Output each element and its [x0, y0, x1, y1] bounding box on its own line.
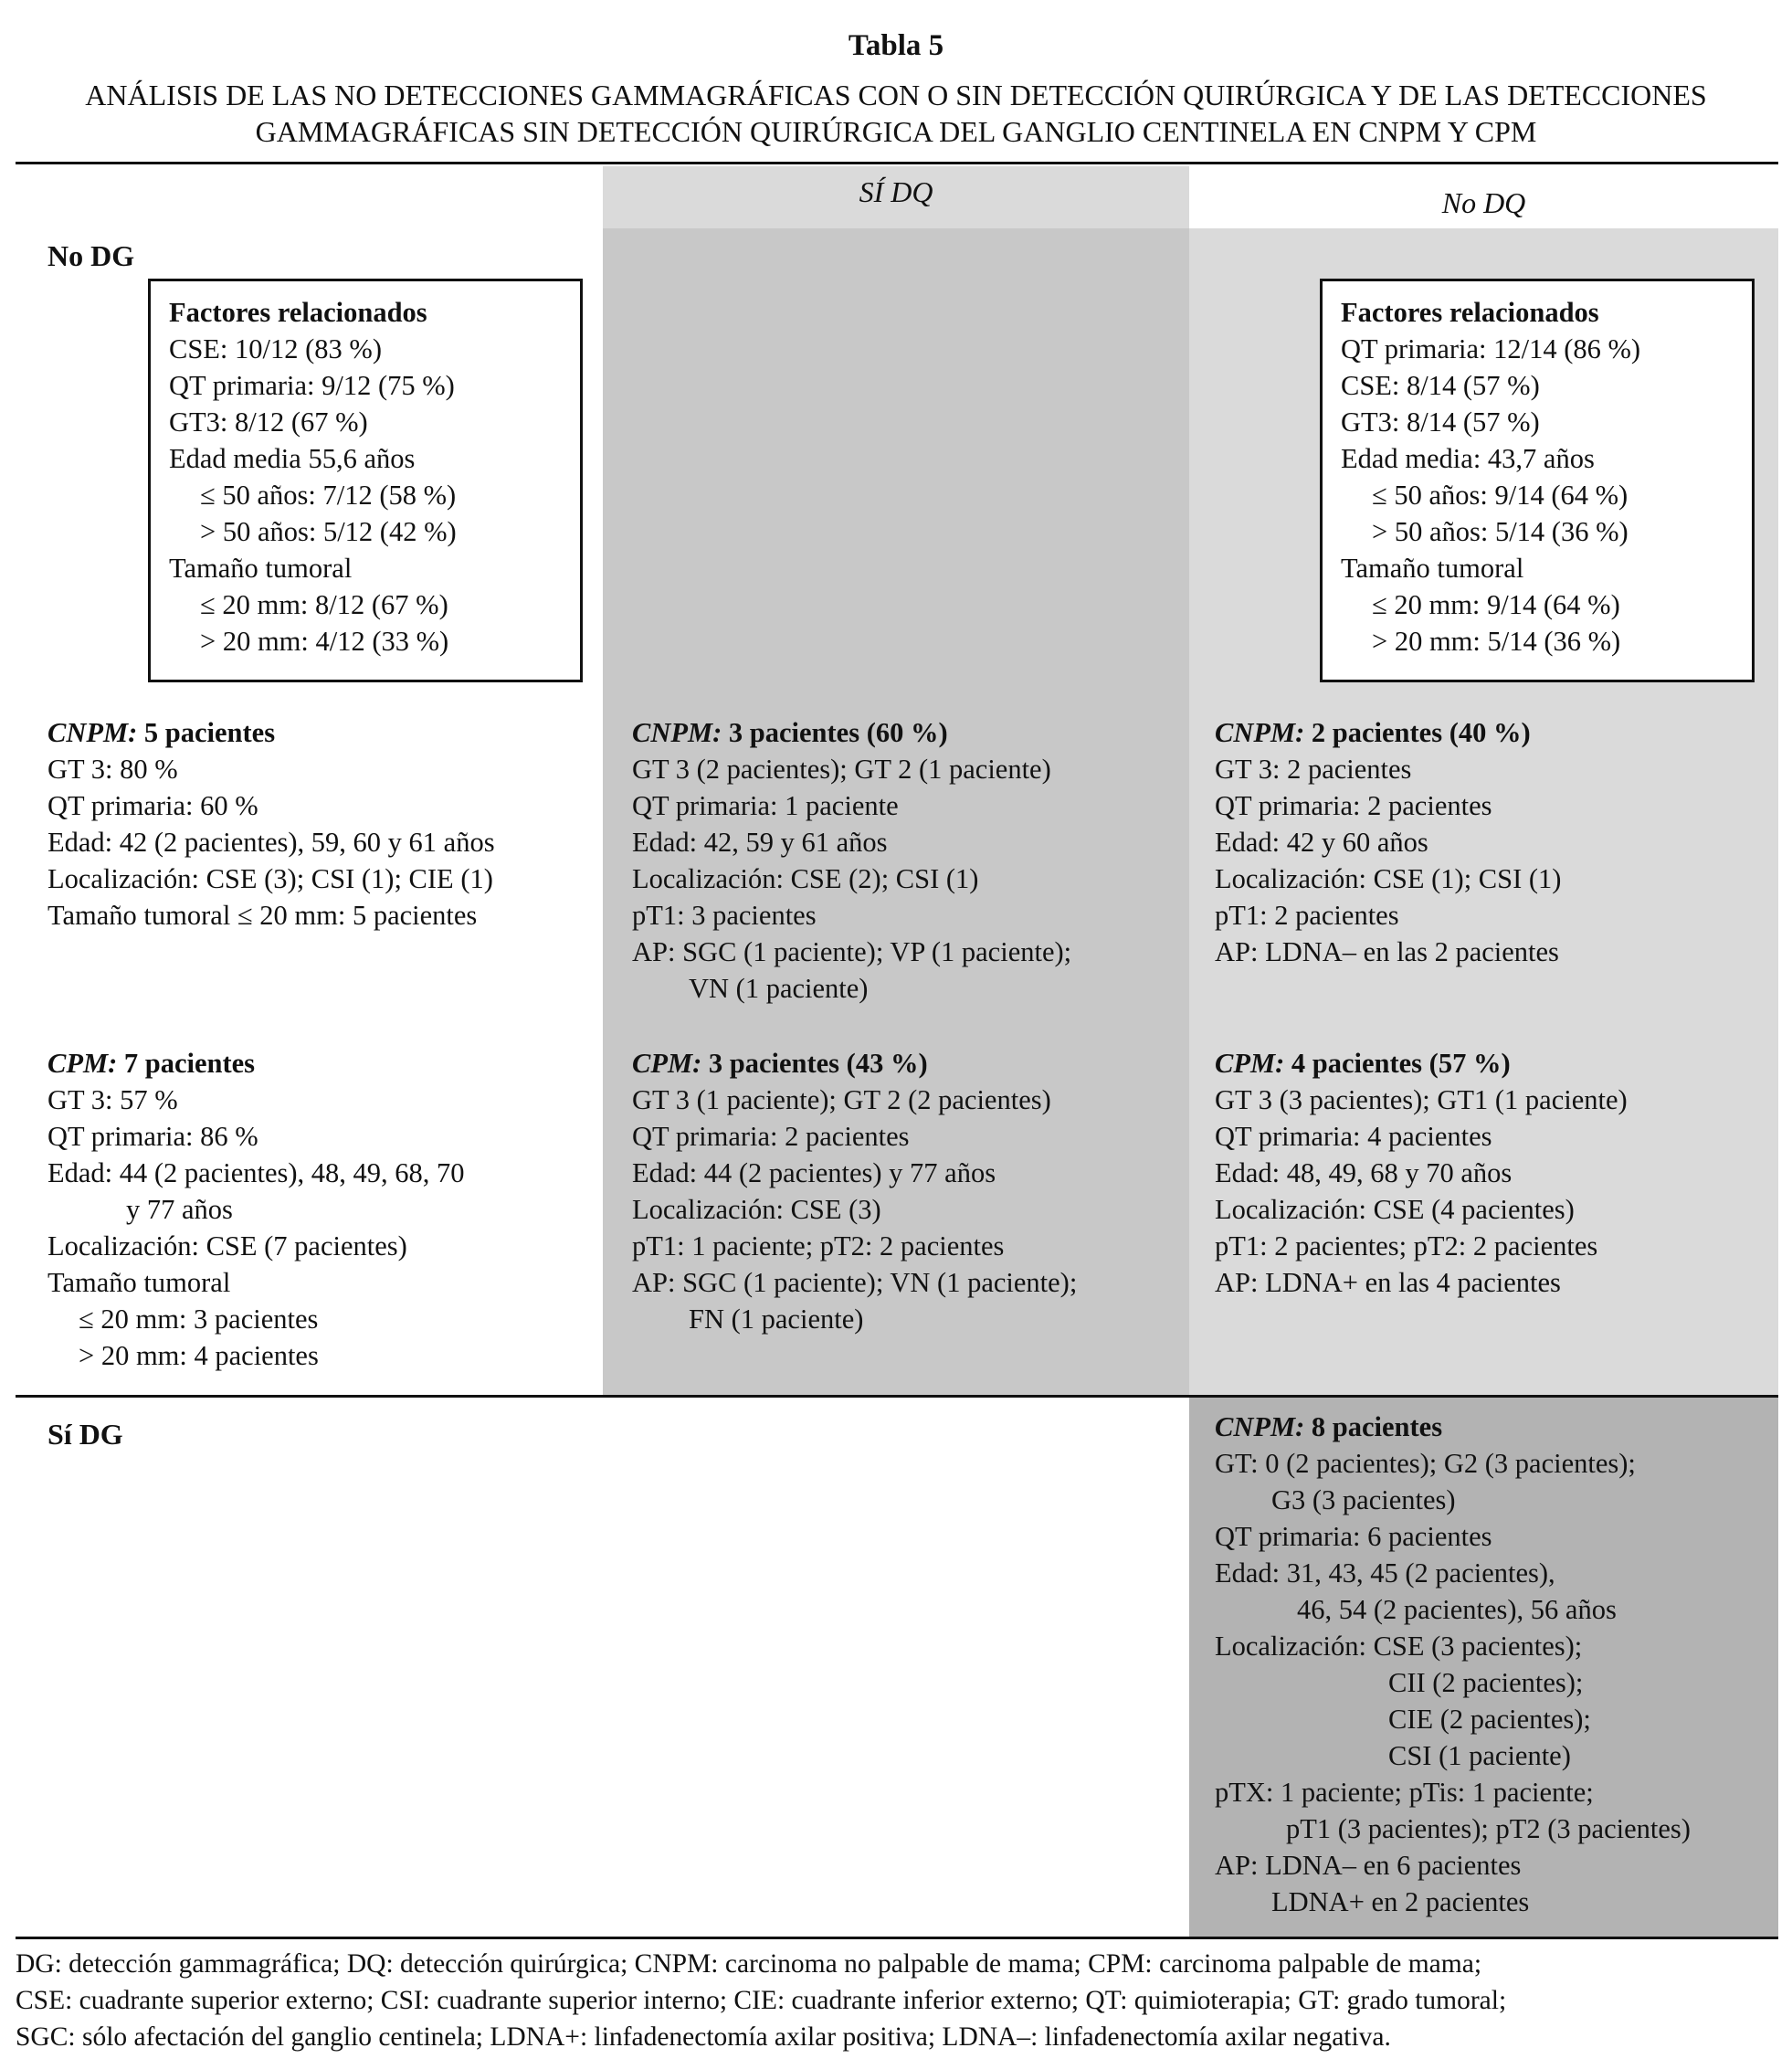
- footnote-line-1: DG: detección gammagráfica; DQ: detección quirúrgica; CNPM: carcinoma no palpable de mama; CPM: carcinoma palpable de mama;: [16, 1949, 1482, 1979]
- detail-line: GT 3: 2 pacientes: [1215, 754, 1412, 785]
- table-number: Tabla 5: [848, 29, 944, 62]
- detail-line: Edad: 44 (2 pacientes), 48, 49, 68, 70: [47, 1157, 465, 1188]
- detail-line: G3 (3 pacientes): [1271, 1484, 1456, 1515]
- cpm-count: 7 pacientes: [117, 1048, 256, 1079]
- detail-line: AP: LDNA– en las 2 pacientes: [1215, 936, 1559, 967]
- detail-line: 46, 54 (2 pacientes), 56 años: [1297, 1594, 1617, 1625]
- cpm-label: CPM:: [632, 1048, 702, 1079]
- factors-box-left: [148, 279, 583, 682]
- table-footnote: [16, 1946, 1778, 2055]
- factor-line: Edad media 55,6 años: [169, 443, 416, 474]
- footnote-line-2: CSE: cuadrante superior externo; CSI: cuadrante superior interno; CIE: cuadrante inferior externo; QT: quimioterapia; GT: grado tumoral;: [16, 1986, 1507, 2015]
- detail-line: pTX: 1 paciente; pTis: 1 paciente;: [1215, 1777, 1594, 1808]
- table-title-line-2: GAMMAGRÁFICAS SIN DETECCIÓN QUIRÚRGICA DEL GANGLIO CENTINELA EN CNPM Y CPM: [255, 115, 1537, 148]
- detail-line: QT primaria: 2 pacientes: [632, 1121, 910, 1152]
- cnpm-label: CNPM:: [47, 717, 138, 748]
- cpm-label: CPM:: [1215, 1048, 1285, 1079]
- detail-line: > 20 mm: 4 pacientes: [79, 1340, 319, 1371]
- factor-line: > 50 años: 5/12 (42 %): [200, 516, 457, 547]
- detail-line: Localización: CSE (3 pacientes);: [1215, 1631, 1583, 1662]
- detail-line: pT1: 1 paciente; pT2: 2 pacientes: [632, 1230, 1005, 1261]
- cpm-label: CPM:: [47, 1048, 118, 1079]
- detail-line: CSI (1 paciente): [1388, 1740, 1571, 1771]
- detail-line: ≤ 20 mm: 3 pacientes: [79, 1304, 319, 1335]
- factor-line: CSE: 10/12 (83 %): [169, 333, 382, 364]
- factor-line: CSE: 8/14 (57 %): [1341, 370, 1540, 401]
- detail-line: FN (1 paciente): [689, 1304, 864, 1335]
- cpm-si-dq-block: [632, 1045, 1077, 1337]
- detail-line: AP: SGC (1 paciente); VN (1 paciente);: [632, 1267, 1078, 1298]
- detail-line: AP: LDNA– en 6 pacientes: [1215, 1850, 1522, 1881]
- factor-line: ≤ 20 mm: 8/12 (67 %): [200, 589, 448, 620]
- factor-line: Tamaño tumoral: [1341, 553, 1524, 584]
- table-title: [0, 77, 1792, 150]
- detail-line: Edad: 42, 59 y 61 años: [632, 827, 888, 858]
- detail-line: Localización: CSE (3): [632, 1194, 881, 1225]
- detail-line: Localización: CSE (7 pacientes): [47, 1230, 407, 1261]
- detail-line: pT1: 2 pacientes; pT2: 2 pacientes: [1215, 1230, 1598, 1261]
- cnpm-label: CNPM:: [1215, 1411, 1305, 1442]
- detail-line: Edad: 42 y 60 años: [1215, 827, 1428, 858]
- detail-line: QT primaria: 1 paciente: [632, 790, 899, 821]
- cnpm-count: 5 pacientes: [137, 717, 276, 748]
- detail-line: QT primaria: 60 %: [47, 790, 258, 821]
- cnpm-si-dq-block: [632, 714, 1071, 1007]
- footnote-line-3: SGC: sólo afectación del ganglio centinela; LDNA+: linfadenectomía axilar positiva; LDNA–: linfadenectomía axilar negativa.: [16, 2022, 1391, 2052]
- factor-line: > 20 mm: 5/14 (36 %): [1372, 626, 1621, 657]
- detail-line: QT primaria: 86 %: [47, 1121, 258, 1152]
- factor-line: GT3: 8/12 (67 %): [169, 406, 368, 438]
- detail-line: Localización: CSE (2); CSI (1): [632, 863, 979, 894]
- detail-line: Tamaño tumoral ≤ 20 mm: 5 pacientes: [47, 900, 478, 931]
- detail-line: pT1: 2 pacientes: [1215, 900, 1399, 931]
- detail-line: AP: SGC (1 paciente); VP (1 paciente);: [632, 936, 1072, 967]
- factor-line: Tamaño tumoral: [169, 553, 353, 584]
- factor-line: ≤ 50 años: 9/14 (64 %): [1372, 480, 1629, 511]
- factor-line: GT3: 8/14 (57 %): [1341, 406, 1540, 438]
- detail-line: QT primaria: 6 pacientes: [1215, 1521, 1492, 1552]
- factor-line: > 20 mm: 4/12 (33 %): [200, 626, 449, 657]
- detail-line: Localización: CSE (4 pacientes): [1215, 1194, 1575, 1225]
- factors-title: Factores relacionados: [169, 297, 427, 328]
- col-header-si-dq: SÍ DQ: [859, 175, 933, 208]
- detail-line: Tamaño tumoral: [47, 1267, 231, 1298]
- cnpm-label: CNPM:: [1215, 717, 1305, 748]
- row-header-si-dg: Sí DG: [47, 1418, 123, 1451]
- table-title-line-1: ANÁLISIS DE LAS NO DETECCIONES GAMMAGRÁFICAS CON O SIN DETECCIÓN QUIRÚRGICA Y DE LAS DETECCIONES: [85, 79, 1707, 111]
- bottom-rule: [16, 1937, 1778, 1939]
- si-dg-cnpm-block: [1215, 1409, 1691, 1920]
- detail-line: GT 3 (3 pacientes); GT1 (1 paciente): [1215, 1084, 1628, 1115]
- detail-line: Edad: 44 (2 pacientes) y 77 años: [632, 1157, 996, 1188]
- detail-line: LDNA+ en 2 pacientes: [1271, 1886, 1530, 1917]
- cnpm-count: 2 pacientes (40 %): [1304, 717, 1531, 748]
- top-rule: [16, 162, 1778, 164]
- row-header-no-dg: No DG: [47, 239, 135, 272]
- detail-line: Localización: CSE (1); CSI (1): [1215, 863, 1562, 894]
- col-header-no-dq: No DQ: [1441, 186, 1526, 219]
- detail-line: QT primaria: 4 pacientes: [1215, 1121, 1492, 1152]
- detail-line: VN (1 paciente): [689, 973, 869, 1004]
- detail-line: pT1: 3 pacientes: [632, 900, 817, 931]
- cpm-count: 3 pacientes (43 %): [701, 1048, 928, 1079]
- cpm-count: 4 pacientes (57 %): [1284, 1048, 1511, 1079]
- detail-line: Edad: 31, 43, 45 (2 pacientes),: [1215, 1557, 1555, 1589]
- detail-line: pT1 (3 pacientes); pT2 (3 pacientes): [1286, 1813, 1691, 1844]
- factor-line: ≤ 20 mm: 9/14 (64 %): [1372, 589, 1620, 620]
- cnpm-count: 8 pacientes: [1304, 1411, 1443, 1442]
- cnpm-no-dq-block: [1215, 714, 1561, 970]
- detail-line: GT 3: 80 %: [47, 754, 178, 785]
- cnpm-count: 3 pacientes (60 %): [722, 717, 948, 748]
- factors-box-right: [1320, 279, 1755, 682]
- detail-line: AP: LDNA+ en las 4 pacientes: [1215, 1267, 1561, 1298]
- factors-title: Factores relacionados: [1341, 297, 1599, 328]
- factor-line: QT primaria: 9/12 (75 %): [169, 370, 455, 401]
- detail-line: Edad: 48, 49, 68 y 70 años: [1215, 1157, 1513, 1188]
- cnpm-total-block: [47, 714, 495, 934]
- detail-line: CII (2 pacientes);: [1388, 1667, 1584, 1698]
- detail-line: GT 3 (1 paciente); GT 2 (2 pacientes): [632, 1084, 1051, 1115]
- cpm-total-block: [47, 1045, 465, 1374]
- mid-rule: [16, 1395, 1778, 1398]
- factor-line: ≤ 50 años: 7/12 (58 %): [200, 480, 457, 511]
- factor-line: Edad media: 43,7 años: [1341, 443, 1595, 474]
- detail-line: Localización: CSE (3); CSI (1); CIE (1): [47, 863, 493, 894]
- detail-line: GT 3 (2 pacientes); GT 2 (1 paciente): [632, 754, 1051, 785]
- factor-line: > 50 años: 5/14 (36 %): [1372, 516, 1629, 547]
- cpm-no-dq-block: [1215, 1045, 1628, 1301]
- detail-line: CIE (2 pacientes);: [1388, 1704, 1591, 1735]
- cnpm-label: CNPM:: [632, 717, 722, 748]
- detail-line: GT 3: 57 %: [47, 1084, 178, 1115]
- detail-line: QT primaria: 2 pacientes: [1215, 790, 1492, 821]
- detail-line: y 77 años: [126, 1194, 233, 1225]
- factor-line: QT primaria: 12/14 (86 %): [1341, 333, 1641, 364]
- detail-line: Edad: 42 (2 pacientes), 59, 60 y 61 años: [47, 827, 495, 858]
- detail-line: GT: 0 (2 pacientes); G2 (3 pacientes);: [1215, 1448, 1636, 1479]
